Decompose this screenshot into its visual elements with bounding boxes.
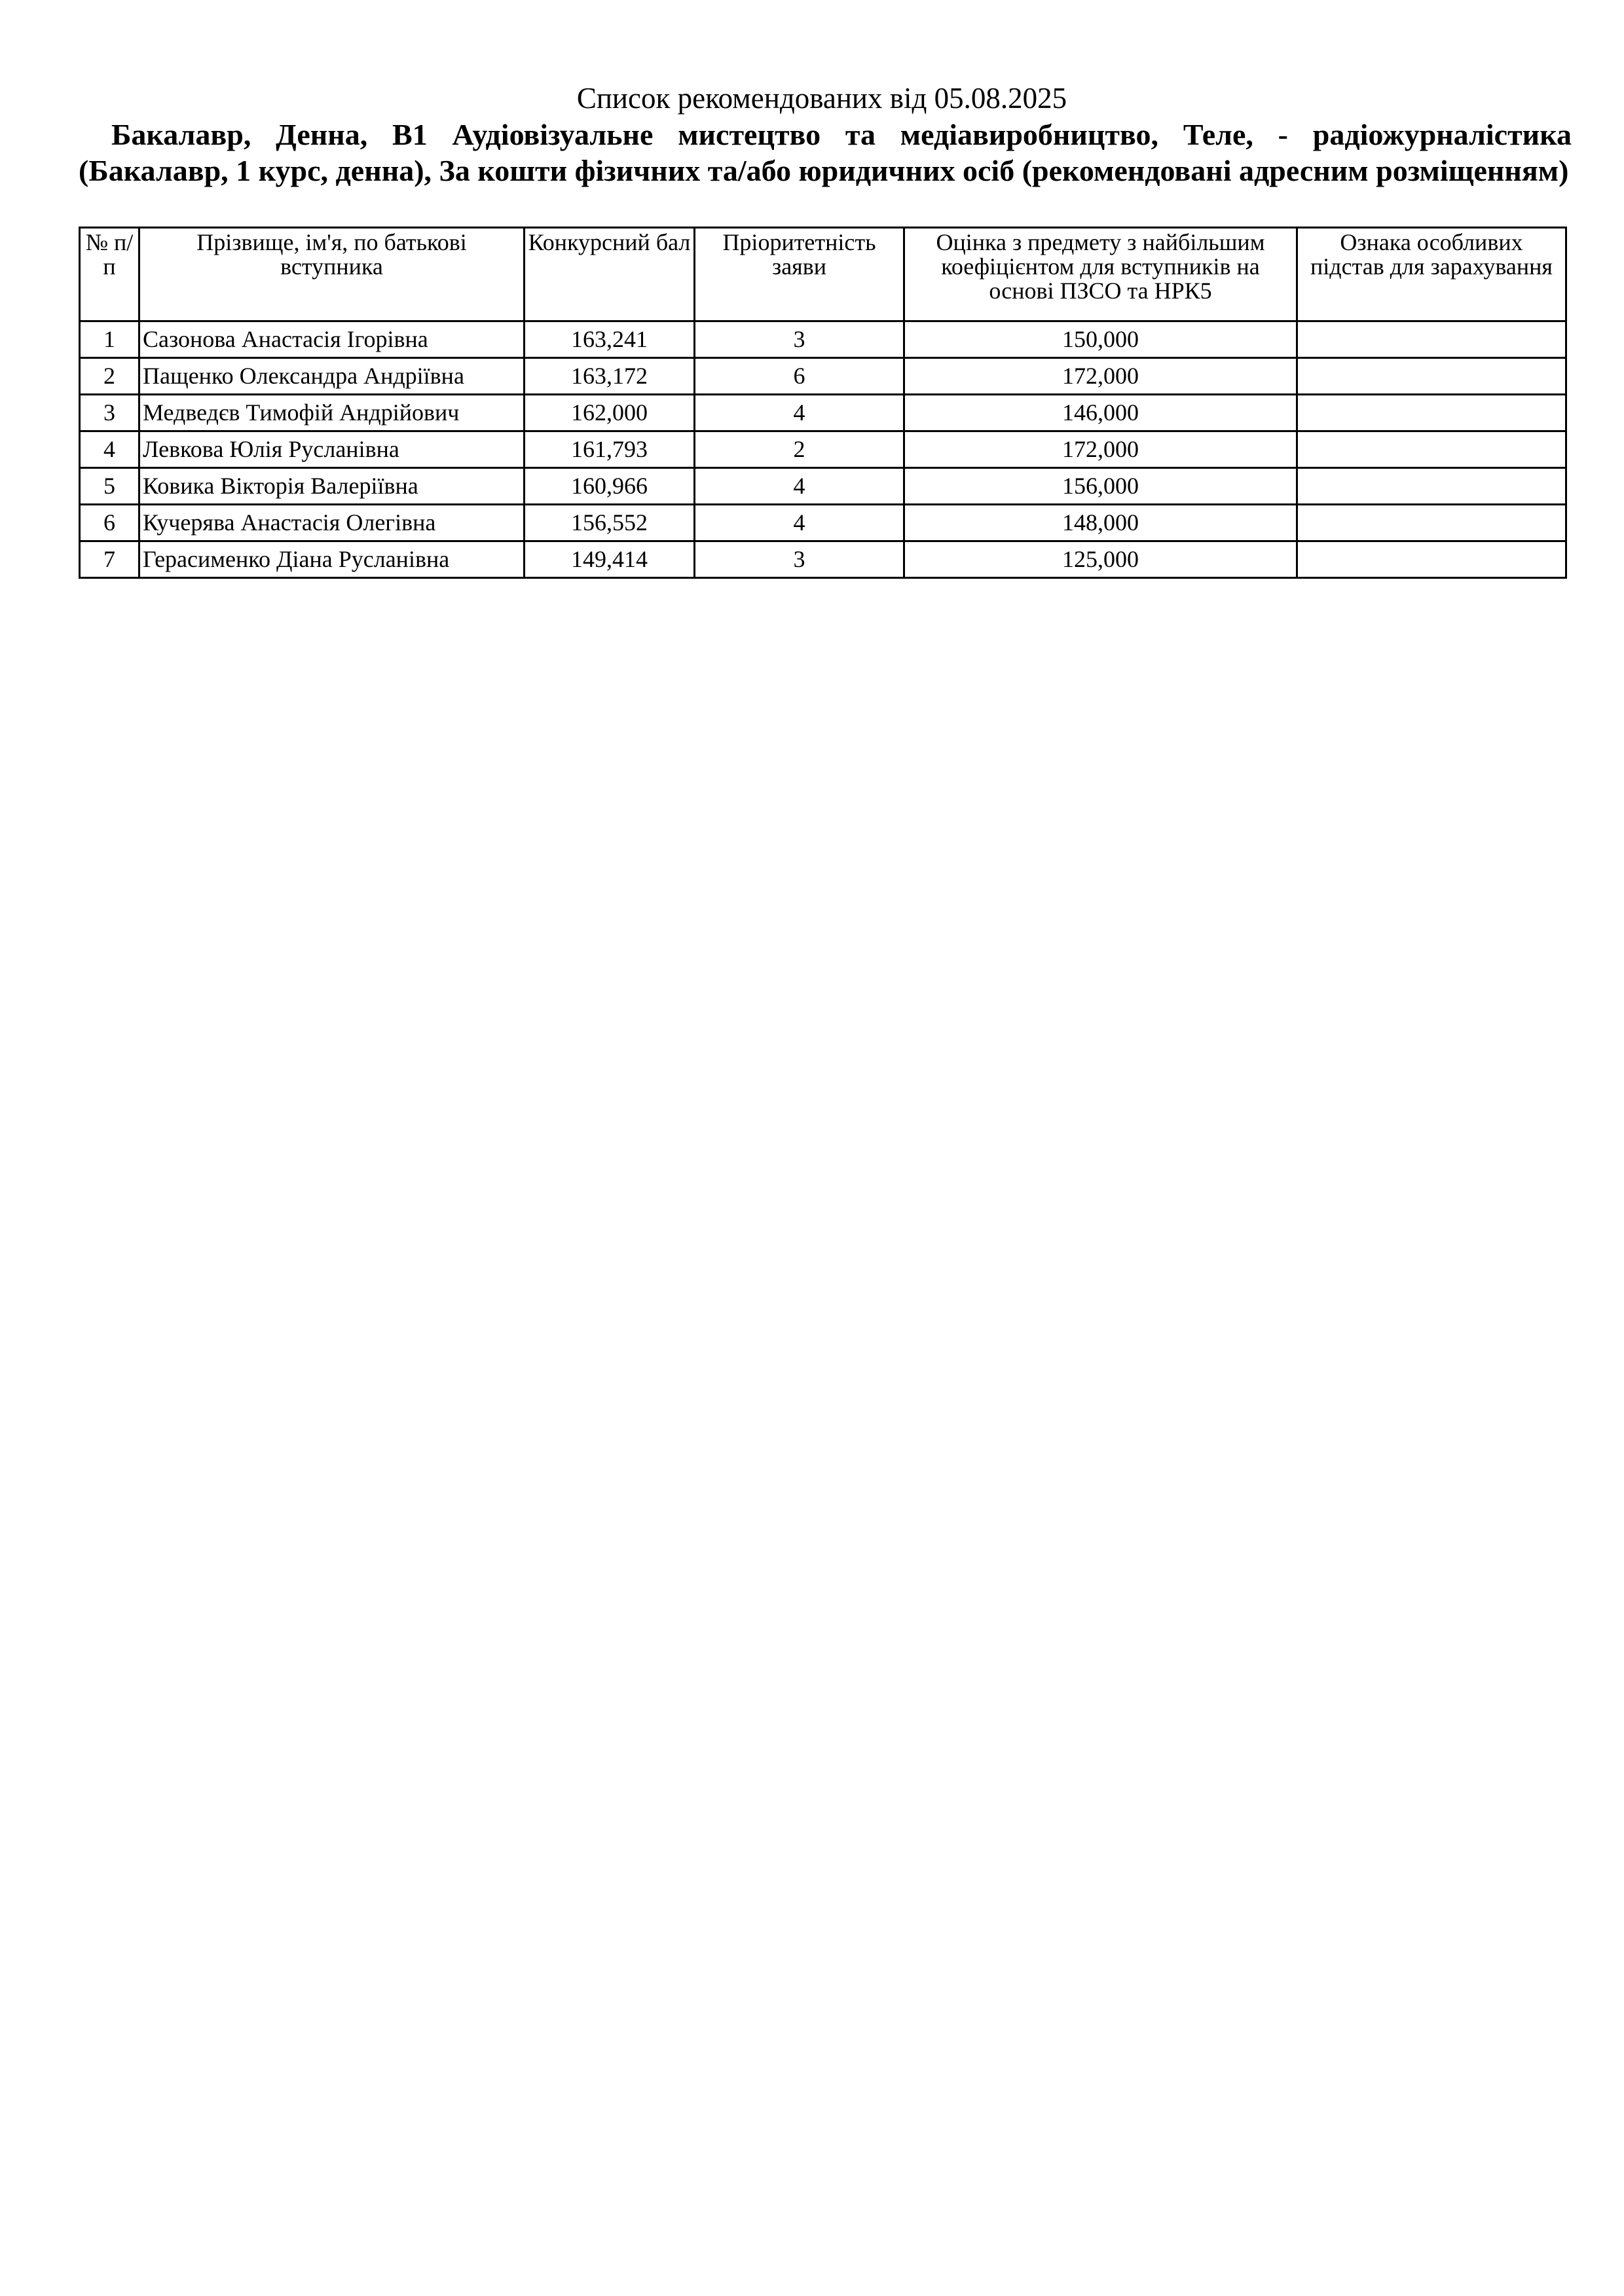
cell-score: 149,414: [525, 541, 695, 578]
cell-score: 161,793: [525, 431, 695, 468]
cell-special-grounds: [1297, 505, 1566, 541]
header-competitive-score: Конкурсний бал: [525, 228, 695, 321]
page-subtitle: Бакалавр, Денна, B1 Аудіовізуальне мистецтво та медіавиробництво, Теле, - радіожурналістика (Бакалавр, 1 курс, денна), За кошти фізичних та/або юридичних осіб (рекомендовані адресним розміщенням): [79, 118, 1572, 187]
cell-special-grounds: [1297, 321, 1566, 358]
cell-name: Пащенко Олександра Андріївна: [139, 358, 525, 395]
header-name: Прізвище, ім'я, по батькові вступника: [139, 228, 525, 321]
cell-number: 7: [80, 541, 139, 578]
table-row: [80, 541, 1566, 578]
table-row: [80, 431, 1566, 468]
cell-name: Герасименко Діана Русланівна: [139, 541, 525, 578]
cell-score: 162,000: [525, 395, 695, 431]
cell-priority: 4: [695, 468, 904, 505]
cell-priority: 3: [695, 321, 904, 358]
header-special-grounds: Ознака особливих підстав для зарахування: [1297, 228, 1566, 321]
cell-priority: 6: [695, 358, 904, 395]
cell-subject-grade: 156,000: [904, 468, 1297, 505]
cell-special-grounds: [1297, 395, 1566, 431]
cell-score: 163,172: [525, 358, 695, 395]
cell-number: 2: [80, 358, 139, 395]
cell-special-grounds: [1297, 541, 1566, 578]
cell-special-grounds: [1297, 468, 1566, 505]
cell-special-grounds: [1297, 358, 1566, 395]
header-subject-grade: Оцінка з предмету з найбільшим коефіцієнтом для вступників на основі ПЗСО та НРК5: [904, 228, 1297, 321]
header-number: № п/п: [80, 228, 139, 321]
table-header-row: [80, 228, 1566, 321]
cell-score: 163,241: [525, 321, 695, 358]
cell-subject-grade: 172,000: [904, 358, 1297, 395]
recommended-list-table: [79, 227, 1567, 579]
cell-subject-grade: 150,000: [904, 321, 1297, 358]
cell-name: Медведєв Тимофій Андрійович: [139, 395, 525, 431]
page-title: Список рекомендованих від 05.08.2025: [576, 82, 1067, 115]
table-row: [80, 505, 1566, 541]
table-row: [80, 358, 1566, 395]
cell-number: 4: [80, 431, 139, 468]
cell-name: Левкова Юлія Русланівна: [139, 431, 525, 468]
cell-score: 160,966: [525, 468, 695, 505]
cell-subject-grade: 146,000: [904, 395, 1297, 431]
cell-number: 3: [80, 395, 139, 431]
cell-priority: 2: [695, 431, 904, 468]
cell-priority: 3: [695, 541, 904, 578]
cell-name: Кучерява Анастасія Олегівна: [139, 505, 525, 541]
cell-number: 6: [80, 505, 139, 541]
cell-subject-grade: 172,000: [904, 431, 1297, 468]
cell-subject-grade: 125,000: [904, 541, 1297, 578]
header-priority: Пріоритетність заяви: [695, 228, 904, 321]
cell-priority: 4: [695, 395, 904, 431]
cell-subject-grade: 148,000: [904, 505, 1297, 541]
cell-priority: 4: [695, 505, 904, 541]
cell-name: Ковика Вікторія Валеріївна: [139, 468, 525, 505]
cell-name: Сазонова Анастасія Ігорівна: [139, 321, 525, 358]
cell-number: 5: [80, 468, 139, 505]
table-row: [80, 321, 1566, 358]
cell-special-grounds: [1297, 431, 1566, 468]
cell-score: 156,552: [525, 505, 695, 541]
table-row: [80, 395, 1566, 431]
cell-number: 1: [80, 321, 139, 358]
table-row: [80, 468, 1566, 505]
